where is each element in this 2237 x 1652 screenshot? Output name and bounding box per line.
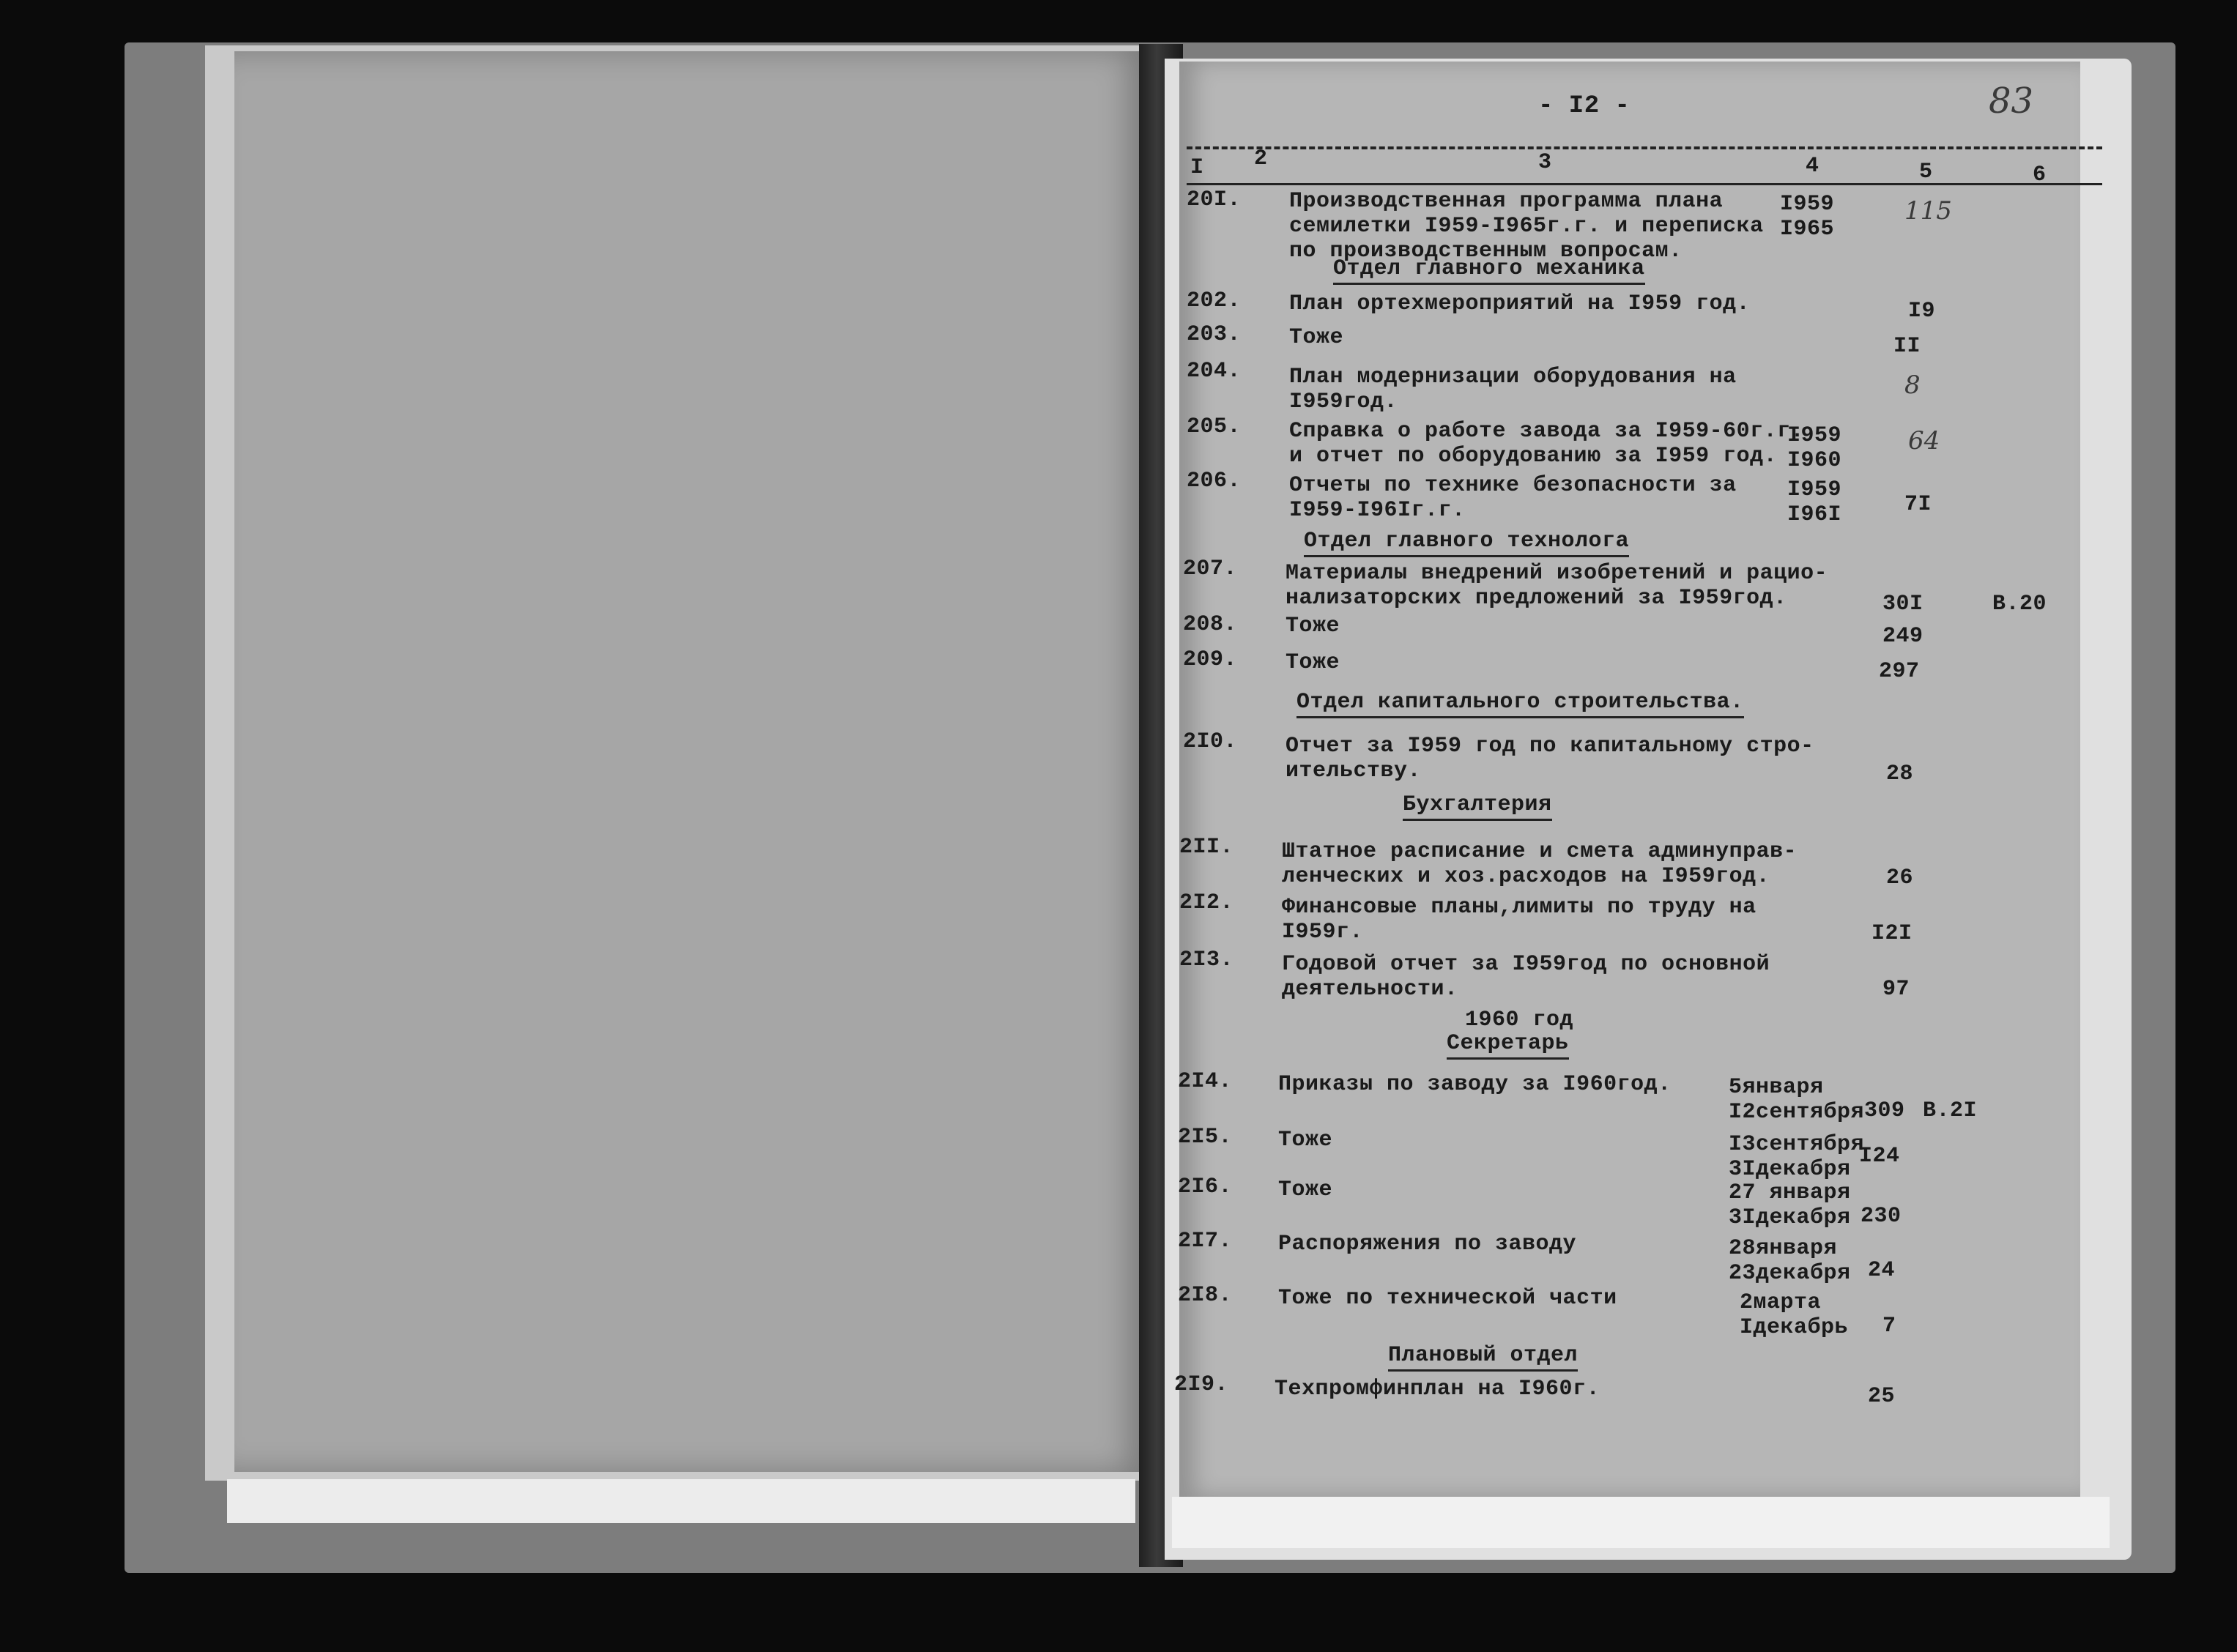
row-sheets: 30I: [1882, 592, 1923, 617]
row-number: 2I2.: [1179, 890, 1234, 915]
row-number: 2I8.: [1178, 1283, 1233, 1308]
column-number: 6: [2033, 163, 2047, 187]
section-heading: Секретарь: [1447, 1031, 1569, 1060]
row-dates: I959 I960: [1787, 423, 1842, 473]
row-title: Отчеты по технике безопасности за I959-I96Iг.г.: [1289, 473, 1737, 523]
row-sheets: 28: [1886, 762, 1914, 786]
row-sheets: 249: [1882, 624, 1923, 649]
row-number: 2I4.: [1178, 1069, 1233, 1094]
row-title: План модернизации оборудования на I959год.: [1289, 365, 1737, 414]
row-sheets: II: [1893, 334, 1921, 359]
section-heading: Отдел главного механика: [1333, 256, 1645, 285]
row-number: 208.: [1183, 612, 1238, 637]
row-title: План ортехмероприятий на I959 год.: [1289, 291, 1751, 316]
row-sheets: 230: [1861, 1204, 1902, 1229]
row-title: Штатное расписание и смета админуправ- ленческих и хоз.расходов на I959год.: [1282, 839, 1798, 889]
column-number: 4: [1806, 154, 1819, 179]
row-title: Тоже: [1286, 614, 1340, 639]
header-solid-rule: [1187, 183, 2102, 185]
section-heading: Отдел капитального строительства.: [1296, 690, 1744, 718]
row-sheets: I9: [1908, 299, 1936, 324]
row-dates: I959 I965: [1780, 192, 1835, 242]
row-title: Тоже: [1289, 325, 1344, 350]
row-dates: 5января I2сентября: [1729, 1075, 1865, 1125]
row-dates: 27 января 3Iдекабря: [1729, 1180, 1851, 1230]
row-title: Тоже: [1286, 650, 1340, 675]
row-number: 2I9.: [1174, 1372, 1229, 1397]
row-sheets: 97: [1882, 977, 1910, 1002]
row-sheets: I2I: [1871, 921, 1913, 946]
section-heading: Бухгалтерия: [1403, 792, 1552, 821]
row-hand-sheets: 8: [1904, 371, 1921, 400]
row-number: 205.: [1187, 414, 1242, 439]
row-number: 203.: [1187, 322, 1242, 347]
row-number: 202.: [1187, 289, 1242, 313]
row-number: 206.: [1187, 469, 1242, 494]
row-number: 2I7.: [1178, 1229, 1233, 1254]
left-page-edge: [227, 1479, 1135, 1523]
row-note: В.2I: [1923, 1098, 1978, 1123]
row-number: 209.: [1183, 647, 1238, 672]
row-title: Справка о работе завода за I959-60г.г. и отчет по оборудованию за I959 год.: [1289, 419, 1805, 469]
row-title: Тоже: [1278, 1128, 1333, 1153]
left-blank-page: [234, 51, 1150, 1472]
section-heading: Плановый отдел: [1388, 1343, 1578, 1372]
row-sheets: 7I: [1904, 492, 1932, 517]
row-number: 204.: [1187, 359, 1242, 384]
row-hand-sheets: 115: [1904, 196, 1952, 226]
year-heading: 1960 год: [1465, 1008, 1574, 1032]
row-note: В.20: [1992, 592, 2047, 617]
row-dates: 2марта Iдекабрь: [1740, 1290, 1849, 1340]
row-sheets: 24: [1868, 1258, 1896, 1283]
row-title: Отчет за I959 год по капитальному стро- ительству.: [1286, 734, 1814, 784]
page-number: - I2 -: [1538, 92, 1631, 120]
row-number: 207.: [1183, 557, 1238, 581]
row-number: 2I3.: [1179, 948, 1234, 972]
column-number: I: [1190, 155, 1204, 180]
row-number: 2II.: [1179, 835, 1234, 860]
hand-page-mark: 83: [1989, 81, 2034, 122]
row-dates: I3сентября 3Iдекабря: [1729, 1132, 1865, 1182]
row-sheets: I24: [1859, 1144, 1900, 1169]
row-title: Тоже по технической части: [1278, 1286, 1617, 1311]
row-title: Распоряжения по заводу: [1278, 1232, 1577, 1257]
row-dates: 28января 23декабря: [1729, 1236, 1851, 1286]
column-number: 5: [1919, 160, 1933, 185]
row-number: 20I.: [1187, 187, 1242, 212]
row-title: Финансовые планы,лимиты по труду на I959г.: [1282, 895, 1756, 945]
section-heading: Отдел главного технолога: [1304, 529, 1629, 557]
row-title: Производственная программа плана семилетки I959-I965г.г. и переписка по производственным вопросам.: [1289, 189, 1764, 264]
row-number: 2I5.: [1178, 1125, 1233, 1150]
row-title: Приказы по заводу за I960год.: [1278, 1072, 1672, 1097]
row-title: Годовой отчет за I959год по основной деятельности.: [1282, 952, 1770, 1002]
column-number: 2: [1254, 146, 1268, 171]
right-page-edge: [1172, 1497, 2110, 1548]
row-dates: I959 I96I: [1787, 477, 1842, 527]
row-title: Техпромфинплан на I960г.: [1275, 1377, 1600, 1402]
row-sheets: 297: [1879, 659, 1920, 684]
row-title: Материалы внедрений изобретений и рацио- нализаторских предложений за I959год.: [1286, 561, 1828, 611]
column-number: 3: [1538, 150, 1552, 175]
row-sheets: 26: [1886, 866, 1914, 890]
row-sheets: 25: [1868, 1384, 1896, 1409]
row-sheets: 7: [1882, 1314, 1896, 1339]
row-sheets: 309: [1864, 1098, 1905, 1123]
row-title: Тоже: [1278, 1177, 1333, 1202]
header-dashed-rule: [1187, 146, 2102, 149]
row-hand-sheets: 64: [1908, 426, 1940, 455]
row-number: 2I0.: [1183, 729, 1238, 754]
row-number: 2I6.: [1178, 1175, 1233, 1199]
